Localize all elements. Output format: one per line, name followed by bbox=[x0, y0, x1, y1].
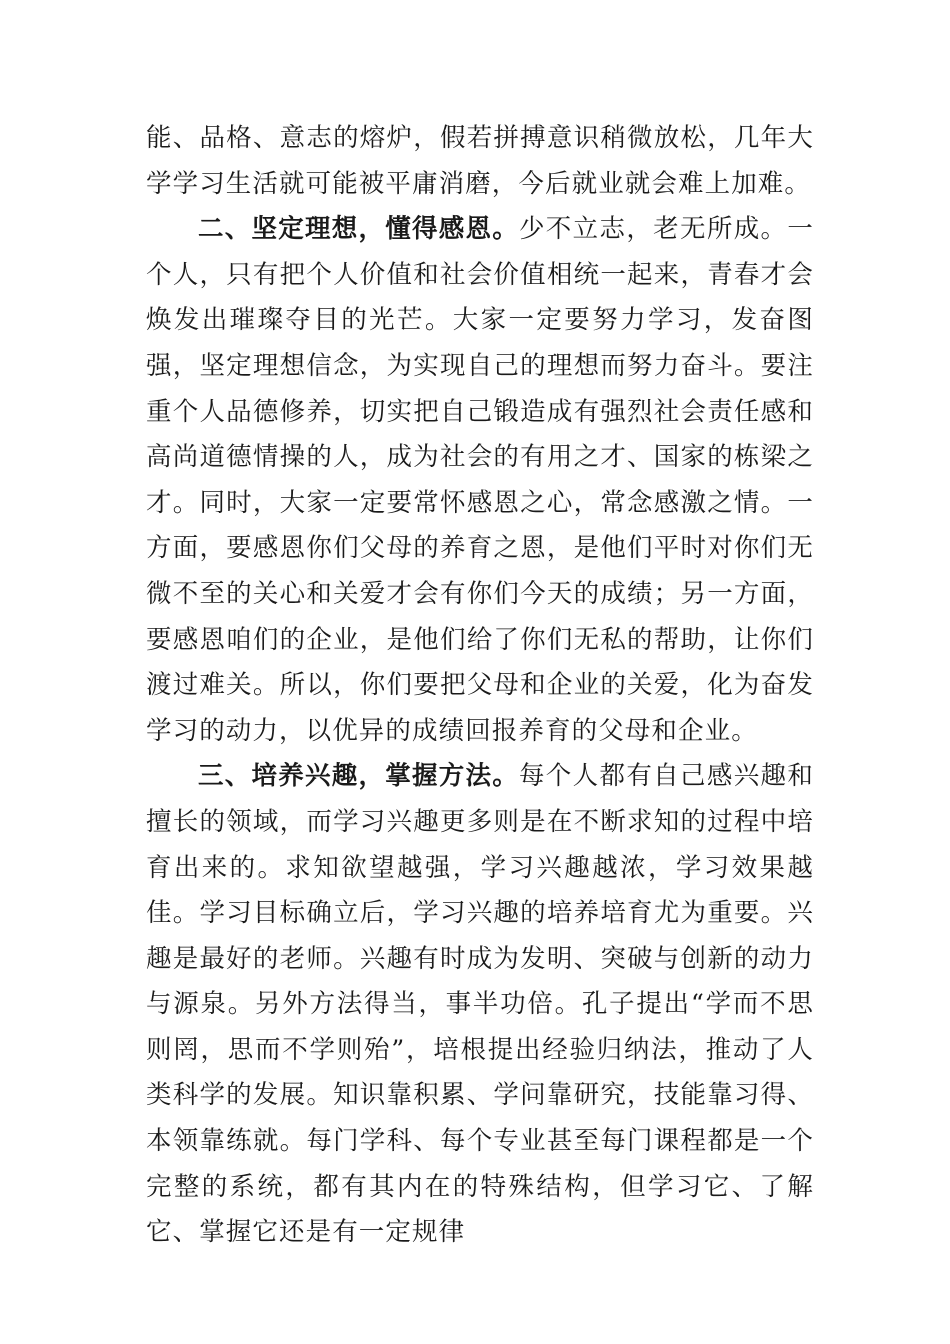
paragraph-section-two bbox=[146, 207, 814, 754]
paragraph-text: 少不立志，老无所成。一个人，只有把个人价值和社会价值相统一起来，青春才会焕发出璀璨夺目的光芒。大家一定要努力学习，发奋图强，坚定理想信念，为实现自己的理想而努力奋斗。要注重个人品德修养，切实把自己锻造成有强烈社会责任感和高尚道德情操的人，成为社会的有用之才、国家的栋梁之才。同时，大家一定要常怀感恩之心，常念感激之情。一方面，要感恩你们父母的养育之恩，是他们平时对你们无微不至的关心和关爱才会有你们今天的成绩；另一方面，要感恩咱们的企业，是他们给了你们无私的帮助，让你们渡过难关。所以，你们要把父母和企业的关爱，化为奋发学习的动力，以优异的成绩回报养育的父母和企业。 bbox=[146, 214, 814, 746]
paragraph-continuation bbox=[146, 116, 814, 207]
paragraph-text: 能、品格、意志的熔炉，假若拼搏意识稍微放松，几年大学学习生活就可能被平庸消磨，今后就业就会难上加难。 bbox=[146, 123, 814, 199]
section-heading: 二、坚定理想，懂得感恩。 bbox=[198, 214, 519, 245]
document-page bbox=[146, 116, 814, 1256]
paragraph-section-three bbox=[146, 754, 814, 1256]
section-heading: 三、培养兴趣，掌握方法。 bbox=[198, 761, 519, 792]
paragraph-text: 每个人都有自己感兴趣和擅长的领域，而学习兴趣更多则是在不断求知的过程中培育出来的。求知欲望越强，学习兴趣越浓，学习效果越佳。学习目标确立后，学习兴趣的培养培育尤为重要。兴趣是最好的老师。兴趣有时成为发明、突破与创新的动力与源泉。另外方法得当，事半功倍。孔子提出“学而不思则罔，思而不学则殆”，培根提出经验归纳法，推动了人类科学的发展。知识靠积累、学问靠研究，技能靠习得、本领靠练就。每门学科、每个专业甚至每门课程都是一个完整的系统，都有其内在的特殊结构，但学习它、了解它、掌握它还是有一定规律 bbox=[146, 761, 814, 1248]
